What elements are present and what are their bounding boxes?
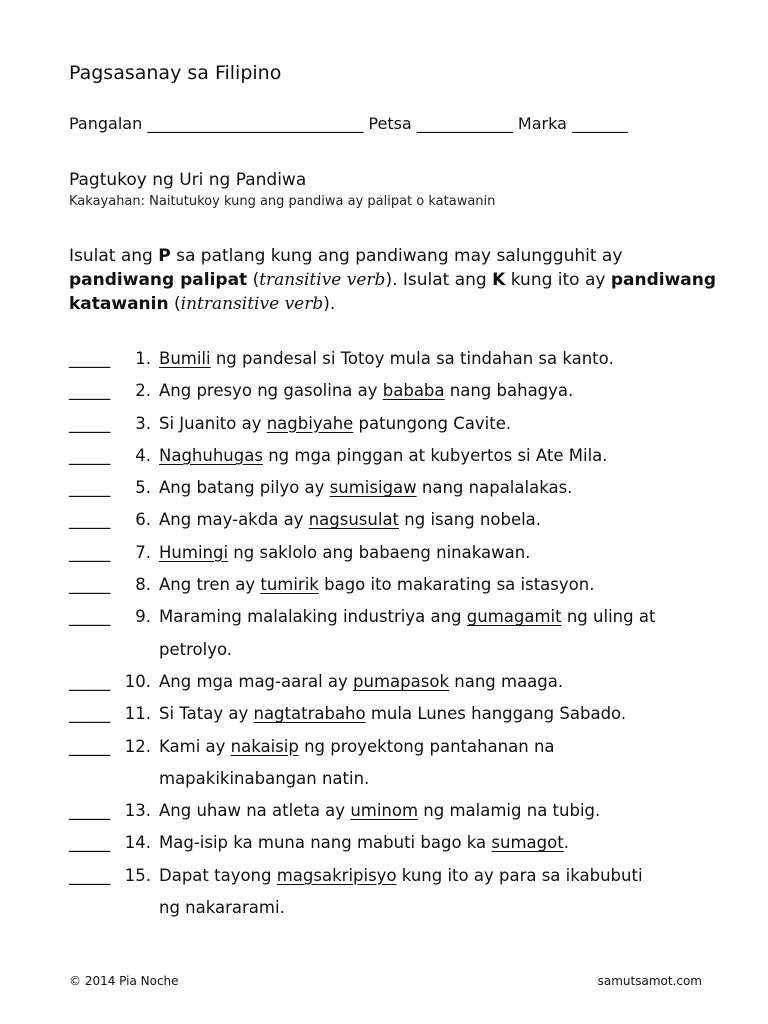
underlined-verb: gumagamit bbox=[466, 607, 562, 627]
item-sentence bbox=[159, 408, 729, 440]
sentence-start: Ang tren ay bbox=[159, 575, 261, 595]
item-number: 3. bbox=[135, 413, 151, 433]
exercise-item bbox=[69, 860, 729, 925]
page-title: Pagsasanay sa Filipino bbox=[69, 62, 282, 84]
instr-text: ). Isulat ang bbox=[385, 270, 493, 290]
answer-blank[interactable]: _____ bbox=[69, 575, 111, 595]
footer-copyright: © 2014 Pia Noche bbox=[69, 974, 179, 988]
sentence-start: Mag-isip ka muna nang mabuti bago ka bbox=[159, 833, 492, 853]
exercise-item bbox=[69, 795, 729, 827]
sentence-start: Si Tatay ay bbox=[159, 704, 254, 724]
sentence-start: Dapat tayong bbox=[159, 865, 277, 885]
item-sentence bbox=[159, 440, 729, 472]
exercise-item bbox=[69, 440, 729, 472]
underlined-verb: sumisigaw bbox=[329, 478, 417, 498]
sentence-start: Ang uhaw na atleta ay bbox=[159, 801, 351, 821]
item-number: 2. bbox=[135, 381, 151, 401]
instr-k-letter: K bbox=[492, 270, 506, 290]
exercise-item bbox=[69, 731, 729, 796]
answer-blank[interactable]: _____ bbox=[69, 349, 111, 368]
sentence-start: Ang presyo ng gasolina ay bbox=[159, 381, 383, 401]
item-sentence bbox=[159, 343, 729, 375]
item-sentence bbox=[159, 731, 729, 763]
exercise-item bbox=[69, 537, 729, 569]
underlined-verb: Bumili bbox=[159, 349, 211, 368]
exercise-item bbox=[69, 827, 729, 859]
sentence-end: ng pandesal si Totoy mula sa tindahan sa kanto. bbox=[210, 349, 614, 368]
item-number: 15. bbox=[124, 865, 151, 885]
instr-p-letter: P bbox=[158, 246, 171, 266]
exercise-item bbox=[69, 666, 729, 698]
sentence-end: bago ito makarating sa istasyon. bbox=[318, 575, 595, 595]
exercise-item bbox=[69, 601, 729, 666]
sentence-end: nang maaga. bbox=[449, 671, 564, 691]
exercise-item bbox=[69, 569, 729, 601]
instr-katawanin: pandiwang katawanin bbox=[69, 270, 717, 314]
exercise-item bbox=[69, 408, 729, 440]
sentence-start: Si Juanito ay bbox=[159, 413, 267, 433]
underlined-verb: Humingi bbox=[159, 542, 229, 562]
sentence-end: . bbox=[563, 833, 569, 853]
instr-text: ( bbox=[247, 270, 260, 290]
item-number: 9. bbox=[135, 607, 151, 627]
exercise-item bbox=[69, 375, 729, 407]
item-sentence bbox=[159, 795, 729, 827]
exercise-list bbox=[69, 343, 729, 924]
section-title: Pagtukoy ng Uri ng Pandiwa bbox=[69, 170, 307, 190]
exercise-item bbox=[69, 698, 729, 730]
instr-palipat: pandiwang palipat bbox=[69, 270, 248, 290]
exercise-item bbox=[69, 504, 729, 536]
sentence-end: nang napalalakas. bbox=[416, 478, 573, 498]
item-sentence bbox=[159, 537, 729, 569]
sentence-end: ng proyektong pantahanan na bbox=[298, 736, 555, 756]
item-number: 4. bbox=[135, 445, 151, 465]
item-number: 6. bbox=[135, 510, 151, 530]
sentence-start: Kami ay bbox=[159, 736, 231, 756]
item-number: 12. bbox=[124, 736, 151, 756]
student-info-line: Pangalan ___________________________ Petsa ____________ Marka _______ bbox=[69, 114, 628, 133]
instr-text: kung ito ay bbox=[505, 270, 611, 290]
answer-blank[interactable]: _____ bbox=[69, 801, 111, 821]
sentence-end: ng saklolo ang babaeng ninakawan. bbox=[228, 542, 531, 562]
item-number: 11. bbox=[124, 704, 151, 724]
answer-blank[interactable]: _____ bbox=[69, 478, 111, 498]
sentence-continuation: mapakikinabangan natin. bbox=[159, 768, 370, 788]
underlined-verb: Naghuhugas bbox=[159, 445, 263, 465]
item-sentence bbox=[159, 827, 729, 859]
answer-blank[interactable]: _____ bbox=[69, 833, 111, 853]
sentence-start: Ang batang pilyo ay bbox=[159, 478, 330, 498]
underlined-verb: nagbiyahe bbox=[266, 413, 354, 433]
answer-blank[interactable]: _____ bbox=[69, 704, 111, 724]
item-sentence bbox=[159, 504, 729, 536]
answer-blank[interactable]: _____ bbox=[69, 542, 111, 562]
underlined-verb: magsakripisyo bbox=[276, 865, 397, 885]
item-sentence bbox=[159, 860, 729, 892]
item-number: 8. bbox=[135, 575, 151, 595]
item-sentence bbox=[159, 601, 729, 633]
item-sentence bbox=[159, 666, 729, 698]
sentence-continuation: petrolyo. bbox=[159, 639, 233, 659]
sentence-end: ng mga pinggan at kubyertos si Ate Mila. bbox=[262, 445, 608, 465]
sentence-end: mula Lunes hanggang Sabado. bbox=[365, 704, 627, 724]
instr-text: ( bbox=[168, 294, 181, 314]
footer-website: samutsamot.com bbox=[597, 974, 702, 988]
instr-transitive: transitive verb bbox=[259, 270, 386, 290]
underlined-verb: nagsusulat bbox=[308, 510, 400, 530]
instr-text: sa patlang kung ang pandiwang may salungguhit ay bbox=[170, 246, 623, 266]
underlined-verb: pumapasok bbox=[353, 671, 449, 691]
answer-blank[interactable]: _____ bbox=[69, 445, 111, 465]
item-number: 1. bbox=[135, 349, 151, 368]
sentence-end: ng isang nobela. bbox=[399, 510, 542, 530]
sentence-start: Maraming malalaking industriya ang bbox=[159, 607, 467, 627]
answer-blank[interactable]: _____ bbox=[69, 381, 111, 401]
underlined-verb: nagtatrabaho bbox=[253, 704, 366, 724]
sentence-end: nang bahagya. bbox=[444, 381, 574, 401]
answer-blank[interactable]: _____ bbox=[69, 413, 111, 433]
underlined-verb: sumagot bbox=[491, 833, 564, 853]
skill-description: Kakayahan: Naitutukoy kung ang pandiwa ay palipat o katawanin bbox=[69, 194, 496, 209]
item-sentence bbox=[159, 698, 729, 730]
sentence-start: Ang may-akda ay bbox=[159, 510, 309, 530]
underlined-verb: bababa bbox=[382, 381, 445, 401]
exercise-item bbox=[69, 472, 729, 504]
sentence-start: Ang mga mag-aaral ay bbox=[159, 671, 354, 691]
instr-text: Isulat ang bbox=[69, 246, 159, 266]
answer-blank[interactable]: _____ bbox=[69, 510, 111, 530]
item-sentence bbox=[159, 569, 729, 601]
item-number: 7. bbox=[135, 542, 151, 562]
underlined-verb: nakaisip bbox=[230, 736, 299, 756]
item-number: 14. bbox=[124, 833, 151, 853]
item-number: 5. bbox=[135, 478, 151, 498]
item-number: 10. bbox=[124, 671, 151, 691]
answer-blank[interactable]: _____ bbox=[69, 865, 111, 885]
exercise-item bbox=[69, 343, 729, 375]
underlined-verb: uminom bbox=[350, 801, 419, 821]
item-sentence bbox=[159, 472, 729, 504]
answer-blank[interactable]: _____ bbox=[69, 607, 111, 627]
sentence-end: kung ito ay para sa ikabubuti bbox=[396, 865, 643, 885]
sentence-end: ng uling at bbox=[561, 607, 656, 627]
sentence-continuation: ng nakararami. bbox=[159, 898, 285, 918]
instructions bbox=[69, 244, 729, 316]
instr-intransitive: intransitive verb bbox=[180, 294, 324, 314]
instr-text: ). bbox=[323, 294, 336, 314]
item-sentence bbox=[159, 375, 729, 407]
answer-blank[interactable]: _____ bbox=[69, 671, 111, 691]
item-number: 13. bbox=[124, 801, 151, 821]
underlined-verb: tumirik bbox=[260, 575, 319, 595]
sentence-end: ng malamig na tubig. bbox=[418, 801, 601, 821]
sentence-end: patungong Cavite. bbox=[353, 413, 512, 433]
answer-blank[interactable]: _____ bbox=[69, 736, 111, 756]
